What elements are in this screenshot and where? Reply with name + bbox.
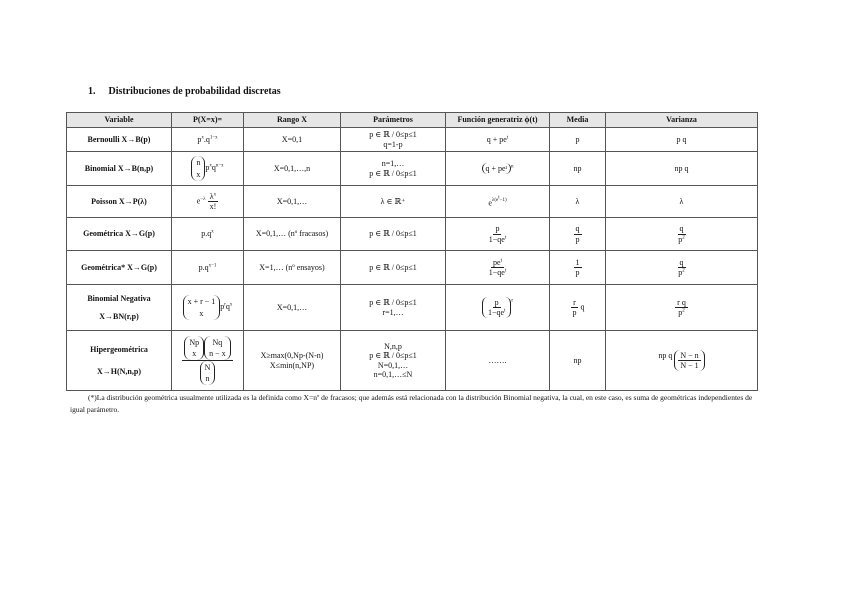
mgf-formula: $\frac{p}{1-qe^t}$ — [446, 218, 550, 251]
pmf-formula: x + r − 1 x $p^rq^x$ — [172, 285, 244, 331]
variable-notation: X→BN(r,p) — [99, 311, 139, 321]
pmf-formula: $p^x.q^{1-x}$ — [172, 128, 244, 152]
varianza-formula: $\frac{q}{p^2}$ — [606, 218, 758, 251]
variable-cell — [67, 285, 172, 331]
section-heading — [88, 86, 281, 97]
col-header-parametros: Parámetros — [341, 113, 446, 128]
rango-line: X≤min(n,NP) — [269, 360, 315, 370]
table-row-bernoulli — [67, 128, 758, 152]
table-row-geometrica-ensayos — [67, 251, 758, 285]
table-row-binomial-negativa — [67, 285, 758, 331]
pmf-formula: n x $p^xq^{n-x}$ — [172, 152, 244, 186]
section-title: Distribuciones de probabilidad discretas — [108, 86, 281, 97]
parametros-cell — [341, 331, 446, 391]
rango-cell: X=0,1,… — [244, 285, 341, 331]
pmf-formula: $p.q^{x-1}$ — [172, 251, 244, 285]
param-line: p ∈ ℝ / 0≤p≤1 — [369, 298, 417, 308]
table-row-binomial — [67, 152, 758, 186]
variable-name: Hipergeométrica — [90, 345, 148, 355]
variable-cell: Poisson X→P(λ) — [67, 186, 172, 218]
table-row-hipergeometrica — [67, 331, 758, 391]
varianza-cell: p q — [606, 128, 758, 152]
varianza-formula: $\frac{\text{r q}}{p^2}$ — [606, 285, 758, 331]
footnote: (*)La distribución geométrica usualmente utilizada es la definida como X=nº de fracasos; que además está relacionada con la distribución Binomial negativa, la cual, en este caso, es suma de geométricas independientes de igual parámetro. — [70, 393, 753, 414]
param-line: p ∈ ℝ / 0≤p≤1 — [369, 168, 417, 178]
col-header-variable: Variable — [67, 113, 172, 128]
col-header-media: Media — [550, 113, 606, 128]
param-line: N=0,1,… — [377, 360, 409, 370]
param-line: n=1,… — [381, 159, 405, 169]
media-cell: p — [550, 128, 606, 152]
media-formula: $\frac{q}{p}$ — [550, 218, 606, 251]
mgf-formula: q + pe t $^n$ — [446, 152, 550, 186]
variable-cell: Binomial X→B(n,p) — [67, 152, 172, 186]
parametros-cell — [341, 285, 446, 331]
variable-notation: X→H(N,n,p) — [96, 366, 141, 376]
variable-cell: Bernoulli X→B(p) — [67, 128, 172, 152]
parametros-cell — [341, 152, 446, 186]
rango-line: X≥max(0,Np-(N-n) — [260, 351, 324, 361]
distributions-table — [66, 112, 758, 391]
col-header-funcion: Función generatriz ϕ(t) — [446, 113, 550, 128]
variable-cell: Geométrica* X→G(p) — [67, 251, 172, 285]
table-header-row — [67, 113, 758, 128]
col-header-rango: Rango X — [244, 113, 341, 128]
varianza-formula: $\frac{q}{p^2}$ — [606, 251, 758, 285]
rango-cell: X=0,1,…,n — [244, 152, 341, 186]
parametros-cell — [341, 128, 446, 152]
parametros-cell: p ∈ ℝ / 0≤p≤1 — [341, 251, 446, 285]
mgf-formula: $q + pe^t$ — [446, 128, 550, 152]
section-number: 1. — [88, 86, 96, 97]
media-cell: np — [550, 152, 606, 186]
media-cell: λ — [550, 186, 606, 218]
funcion-cell: ……. — [446, 331, 550, 391]
parametros-cell: p ∈ ℝ / 0≤p≤1 — [341, 218, 446, 251]
media-formula: $\frac{1}{p}$ — [550, 251, 606, 285]
varianza-formula: np q $\frac{N - n}{N - 1}$ — [606, 331, 758, 391]
variable-cell: Geométrica X→G(p) — [67, 218, 172, 251]
col-header-pmf: P(X=x)= — [172, 113, 244, 128]
pmf-formula: Np x Nq n − x N n — [172, 331, 244, 391]
param-line: p ∈ ℝ / 0≤p≤1 — [369, 130, 417, 140]
param-line: p ∈ ℝ / 0≤p≤1 — [369, 351, 417, 361]
variable-name: Binomial Negativa — [87, 294, 151, 304]
table-row-geometrica — [67, 218, 758, 251]
varianza-cell: λ — [606, 186, 758, 218]
param-line: N,n,p — [384, 342, 402, 352]
table-row-poisson — [67, 186, 758, 218]
mgf-formula: $\frac{p}{1-qe^t}$ $^r$ — [446, 285, 550, 331]
rango-cell: X=0,1,… (nº fracasos) — [244, 218, 341, 251]
param-line: r=1,… — [382, 307, 404, 317]
param-line: q=1-p — [383, 139, 403, 149]
rango-cell: X=0,1 — [244, 128, 341, 152]
media-formula: $\frac{r}{p}$ q — [550, 285, 606, 331]
pmf-formula: $p.q^x$ — [172, 218, 244, 251]
variable-cell — [67, 331, 172, 391]
col-header-varianza: Varianza — [606, 113, 758, 128]
rango-cell — [244, 331, 341, 391]
varianza-cell: np q — [606, 152, 758, 186]
mgf-formula: $e^{\lambda(e^t-1)}$ — [446, 186, 550, 218]
mgf-formula: $\frac{pe^t}{1-qe^t}$ — [446, 251, 550, 285]
parametros-cell: λ ∈ ℝ⁺ — [341, 186, 446, 218]
rango-cell: X=0,1,… — [244, 186, 341, 218]
media-cell: np — [550, 331, 606, 391]
pmf-formula: $e^{-\lambda}$ $\frac{\lambda^x}{x!}$ — [172, 186, 244, 218]
param-line: n=0,1,…≤N — [373, 369, 413, 379]
rango-cell: X=1,… (nº ensayos) — [244, 251, 341, 285]
